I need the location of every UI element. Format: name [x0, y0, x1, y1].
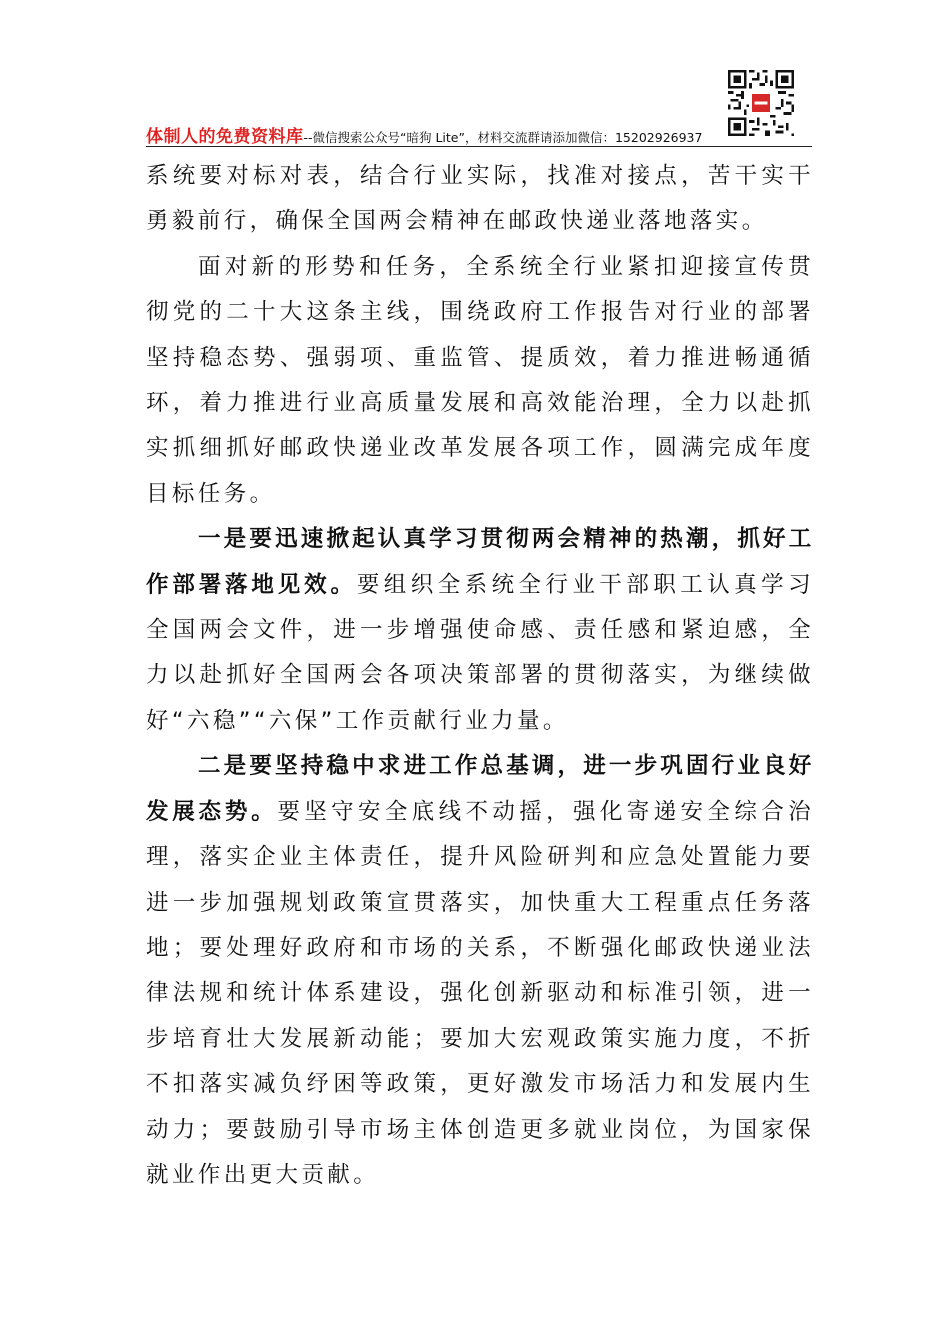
paragraph	[146, 744, 814, 1198]
paragraph-lead: 一是要迅速掀起认真学习贯彻两会精神的热潮，抓好工作部署落地见效。	[146, 526, 814, 598]
paragraph-text: 系统要对标对表，结合行业实际，找准对接点，苦干实干勇毅前行，确保全国两会精神在邮政快递业落地落实。	[146, 163, 814, 235]
header-divider	[146, 146, 812, 147]
paragraph-lead: 二是要坚持稳中求进工作总基调，进一步巩固行业良好发展态势。	[146, 753, 814, 825]
qr-code-icon	[728, 70, 794, 136]
paragraph-text: 面对新的形势和任务，全系统全行业紧扣迎接宣传贯彻党的二十大这条主线，围绕政府工作报告对行业的部署坚持稳态势、强弱项、重监管、提质效，着力推进畅通循环，着力推进行业高质量发展和高效能治理，全力以赴抓实抓细抓好邮政快递业改革发展各项工作，圆满完成年度目标任务。	[146, 253, 814, 507]
paragraph	[146, 517, 814, 744]
paragraph	[146, 154, 814, 245]
header-tagline: --微信搜索公众号“暗狗 Lite”，材料交流群请添加微信：15202926937	[303, 130, 703, 145]
document-body	[146, 154, 814, 1198]
paragraph-text: 要坚守安全底线不动摇，强化寄递安全综合治理，落实企业主体责任，提升风险研判和应急处置能力要进一步加强规划政策宣贯落实，加快重大工程重点任务落地；要处理好政府和市场的关系，不断强化邮政快递业法律法规和统计体系建设，强化创新驱动和标准引领，进一步培育壮大发展新动能；要加大宏观政策实施力度，不折不扣落实减负纾困等政策，更好激发市场活力和发展内生动力；要鼓励引导市场主体创造更多就业岗位，为国家保就业作出更大贡献。	[146, 798, 814, 1188]
brand-title: 体制人的免费资料库	[146, 127, 304, 147]
paragraph	[146, 245, 814, 517]
page-header	[146, 122, 812, 146]
paragraph-text: 要组织全系统全行业干部职工认真学习全国两会文件，进一步增强使命感、责任感和紧迫感，全力以赴抓好全国两会各项决策部署的贯彻落实，为继续做好“六稳”“六保”工作贡献行业力量。	[146, 571, 814, 734]
